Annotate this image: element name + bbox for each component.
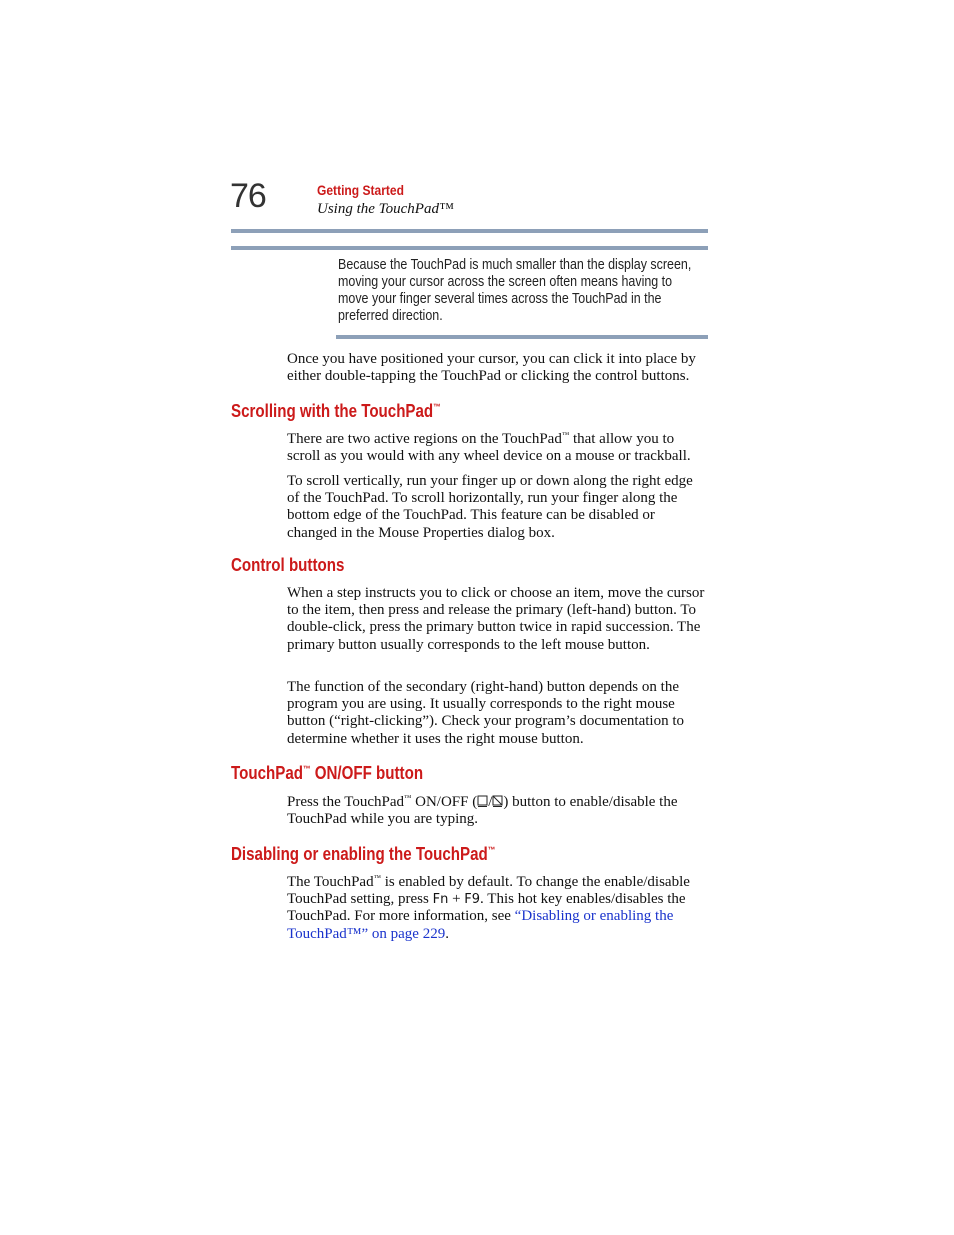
heading-control-buttons: Control buttons xyxy=(231,555,345,575)
disabling-paragraph: The TouchPad™ is enabled by default. To change the enable/disable TouchPad setting, press Fn + F9. This hot key enables/disables the TouchPad. For more information, see “Disabling or enabling the TouchPad™” on page 229. xyxy=(287,873,690,942)
section-title: Using the TouchPad™ xyxy=(317,201,454,217)
note-rule xyxy=(336,335,708,339)
heading-scrolling: Scrolling with the TouchPad™ xyxy=(231,401,441,421)
chapter-title: Getting Started xyxy=(317,182,404,198)
header-rule-bottom xyxy=(231,246,708,250)
heading-onoff: TouchPad™ ON/OFF button xyxy=(231,763,424,783)
onoff-paragraph: Press the TouchPad™ ON/OFF ( / ) button to enable/disable the TouchPad while you are typing. xyxy=(287,793,678,828)
key-fn: Fn xyxy=(432,892,449,908)
touchpad-off-icon xyxy=(492,795,503,808)
key-f9: F9 xyxy=(464,892,481,908)
page-number: 76 xyxy=(230,177,266,215)
touchpad-on-icon xyxy=(477,795,488,808)
note-text: Because the TouchPad is much smaller than the display screen, moving your cursor across the screen often means having to move your finger several times across the TouchPad in the preferred direction. xyxy=(338,257,692,324)
scrolling-paragraph-1: There are two active regions on the TouchPad™ that allow you to scroll as you would with any wheel device on a mouse or trackball. xyxy=(287,430,691,465)
control-paragraph-2: The function of the secondary (right-hand) button depends on the program you are using. It usually corresponds to the right mouse button (“right-clicking”). Check your program’s documentation to determine whether it uses the right mouse button. xyxy=(287,679,684,747)
header-rule-top xyxy=(231,229,708,233)
cross-reference-link[interactable]: “Disabling or enabling the TouchPad™” on page 229 xyxy=(287,908,674,942)
scrolling-paragraph-2: To scroll vertically, run your finger up or down along the right edge of the TouchPad. To scroll horizontally, run your finger along the bottom edge of the TouchPad. This feature can be disabled or changed in the Mouse Properties dialog box. xyxy=(287,473,693,541)
control-paragraph-1: When a step instructs you to click or choose an item, move the cursor to the item, then press and release the primary (left-hand) button. To double-click, press the primary button twice in rapid succession. The primary button usually corresponds to the left mouse button. xyxy=(287,585,705,653)
heading-disabling: Disabling or enabling the TouchPad™ xyxy=(231,844,496,864)
intro-paragraph: Once you have positioned your cursor, you can click it into place by either double-tapping the TouchPad or clicking the control buttons. xyxy=(287,351,696,385)
